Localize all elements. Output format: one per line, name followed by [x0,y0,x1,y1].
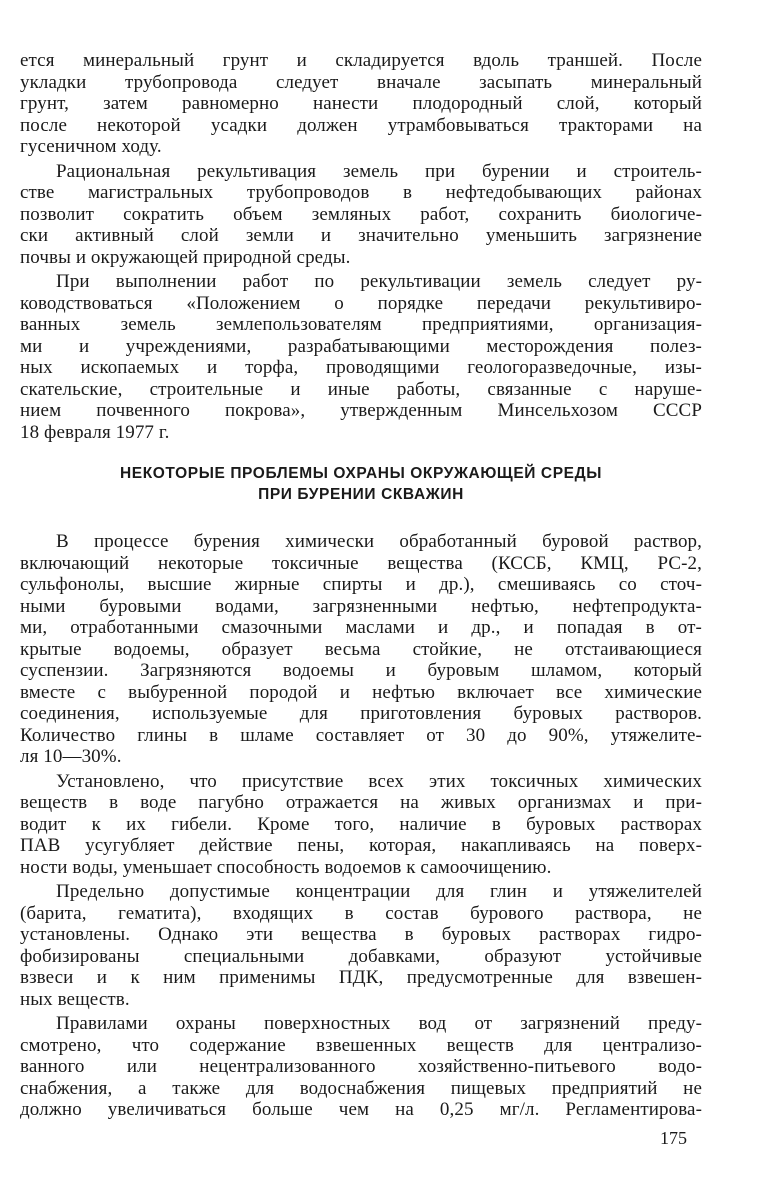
text-line: ных веществ. [20,988,130,1010]
page-number: 175 [660,1128,687,1148]
text-line: грунт, затем равномерно нанести плодородный слой, который [20,93,702,114]
section-heading [20,463,702,505]
text-line: В процессе бурения химически обработанный буровой раствор, [56,531,702,552]
text-line: ми, отработанными смазочными маслами и др., и попадая в от- [20,617,702,638]
text-line: должно увеличиваться больше чем на 0,25 мг/л. Регламентирова- [20,1099,702,1120]
text-line: укладки трубопровода следует вначале засыпать минеральный [20,71,702,93]
text-line: 18 февраля 1977 г. [20,421,170,443]
paragraph-pdk [20,881,702,1010]
text-line: снабжения, а также для водоснабжения пищевых предприятий не [20,1077,702,1099]
text-line: стве магистральных трубопроводов в нефтедобывающих районах [20,182,702,203]
text-line: суспензии. Загрязняются водоемы и буровым шламом, который [20,660,702,681]
text-line: взвеси и к ним применимы ПДК, предусмотренные для взвешен- [20,967,702,988]
paragraph-water-protection [20,1013,702,1121]
text-line: нием почвенного покрова», утвержденным Минсельхозом СССР [20,400,702,421]
text-line: скательские, строительные и иные работы, связанные с наруше- [20,378,702,400]
text-line: Правилами охраны поверхностных вод от загрязнений преду- [56,1013,702,1034]
section-heading-line-1: НЕКОТОРЫЕ ПРОБЛЕМЫ ОХРАНЫ ОКРУЖАЮЩЕЙ СРЕДЫ [119,465,603,482]
text-line: после некоторой усадки должен утрамбовываться тракторами на [20,114,702,136]
text-line: ски активный слой земли и значительно уменьшить загрязнение [20,225,702,246]
text-line: ми и учреждениями, разрабатывающими месторождения полез- [20,335,702,357]
text-line: веществ в воде пагубно отражается на живых организмах и при- [20,792,702,813]
text-line: водит к их гибели. Кроме того, наличие в буровых растворах [20,813,702,835]
text-line: ными буровыми водами, загрязненными нефтью, нефтепродукта- [20,595,702,617]
text-line: позволит сократить объем земляных работ, сохранить биологиче- [20,203,702,225]
text-line: фобизированы специальными добавками, образуют устойчивые [20,945,702,967]
text-line: установлены. Однако эти вещества в буровых растворах гидро- [20,924,702,945]
text-line: Установлено, что присутствие всех этих токсичных химических [56,770,702,792]
text-line: вместе с выбуренной породой и нефтью включает все химические [20,681,702,703]
text-line: ванных земель землепользователям предприятиями, организация- [20,314,702,335]
text-line: ется минеральный грунт и складируется вдоль траншей. После [20,50,702,71]
text-line: включающий некоторые токсичные вещества (КССБ, КМЦ, РС-2, [20,552,702,574]
text-line: ководствоваться «Положением о порядке передачи рекультивиро- [20,292,702,314]
text-line: ванного или нецентрализованного хозяйственно-питьевого водо- [20,1056,702,1077]
text-line: ности воды, уменьшает способность водоемов к самоочищению. [20,856,552,878]
text-line: соединения, используемые для приготовления буровых растворов. [20,703,702,724]
text-line: (барита, гематита), входящих в состав бурового раствора, не [20,902,702,924]
text-line: Количество глины в шламе составляет от 30 до 90%, утяжелите- [20,724,702,746]
text-line: ля 10—30%. [20,746,122,767]
text-line: Рациональная рекультивация земель при бурении и строитель- [56,160,702,182]
paragraph-recultivation [20,161,702,269]
text-line: смотрено, что содержание взвешенных веществ для централизо- [20,1034,702,1056]
text-line: сульфонолы, высшие жирные спирты и др.), смешиваясь со сточ- [20,574,702,595]
text-line: При выполнении работ по рекультивации земель следует ру- [56,271,702,292]
text-line: ных ископаемых и торфа, проводящими геологоразведочные, изы- [20,357,702,378]
paragraph-regulations [20,271,702,443]
text-line: ПАВ усугубляет действие пены, которая, накапливаясь на поверх- [20,835,702,856]
text-line: гусеничном ходу. [20,136,162,157]
paragraph-continuation [20,50,702,158]
paragraph-toxicity [20,771,702,879]
section-heading-line-2: ПРИ БУРЕНИИ СКВАЖИН [258,486,464,503]
text-line: крытые водоемы, образует весьма стойкие, не отстаивающиеся [20,638,702,660]
page-body [20,50,702,1124]
text-line: почвы и окружающей природной среды. [20,246,351,268]
text-line: Предельно допустимые концентрации для глин и утяжелителей [56,881,702,902]
paragraph-drilling-process [20,531,702,768]
